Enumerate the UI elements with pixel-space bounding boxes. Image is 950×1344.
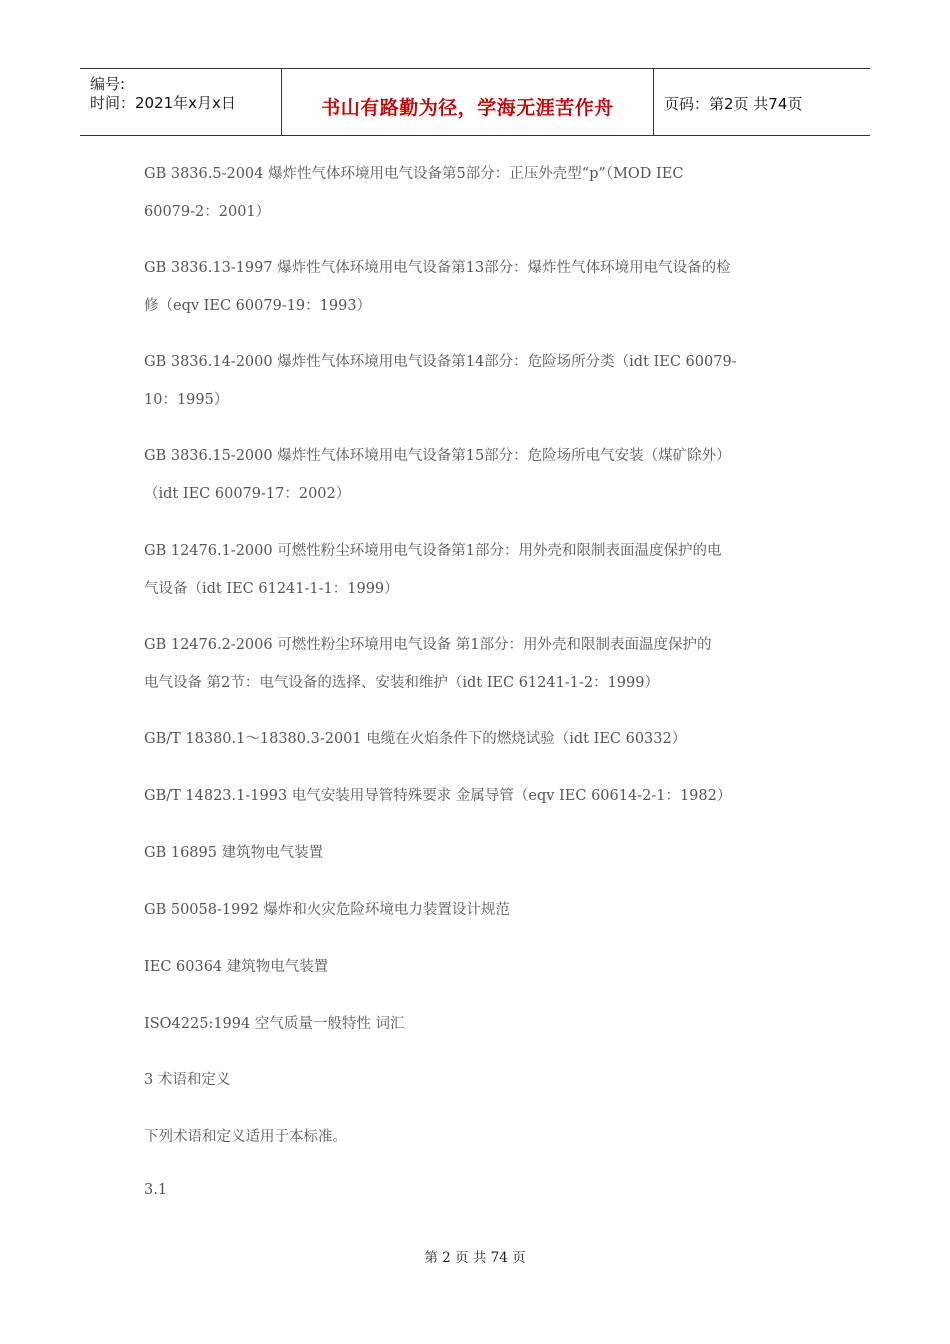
text-line: （idt IEC 60079-17：2002） <box>144 486 351 502</box>
text-line: 气设备（idt IEC 61241-1-1：1999） <box>144 581 399 597</box>
page-header <box>80 68 870 136</box>
section-heading: 3 术语和定义 <box>144 1072 231 1088</box>
text-line: GB/T 14823.1-1993 电气安装用导管特殊要求 金属导管（eqv IEC 60614-2-1：1982） <box>144 788 732 804</box>
text-line: GB 3836.15-2000 爆炸性气体环境用电气设备第15部分：危险场所电气安装（煤矿除外） <box>144 448 731 464</box>
header-motto-cell <box>282 69 654 135</box>
text-line: 10：1995） <box>144 392 229 408</box>
text-line: ISO4225:1994 空气质量一般特性 词汇 <box>144 1016 405 1032</box>
section-number: 3.1 <box>144 1182 168 1198</box>
motto-text: 书山有路勤为径，学海无涯苦作舟 <box>321 97 614 119</box>
header-meta <box>80 69 282 135</box>
page-code: 页码：第2页 共74页 <box>664 95 803 113</box>
text-line: GB 50058-1992 爆炸和火灾危险环境电力装置设计规范 <box>144 902 510 918</box>
text-line: 修（eqv IEC 60079-19：1993） <box>144 298 372 314</box>
text-line: IEC 60364 建筑物电气装置 <box>144 959 329 975</box>
text-line: 下列术语和定义适用于本标准。 <box>144 1129 347 1145</box>
text-line: 60079-2：2001） <box>144 204 271 220</box>
text-line: GB 12476.2-2006 可燃性粉尘环境用电气设备 第1部分：用外壳和限制表面温度保护的 <box>144 637 712 653</box>
text-line: GB 16895 建筑物电气装置 <box>144 845 324 861</box>
page-footer: 第 2 页 共 74 页 <box>424 1250 526 1266</box>
text-line: GB 12476.1-2000 可燃性粉尘环境用电气设备第1部分：用外壳和限制表面温度保护的电 <box>144 543 722 559</box>
time-label: 时间：2021年x月x日 <box>90 94 236 112</box>
header-page-cell <box>654 69 870 135</box>
text-line: 电气设备 第2节：电气设备的选择、安装和维护（idt IEC 61241-1-2：1999） <box>144 675 659 691</box>
text-line: GB 3836.13-1997 爆炸性气体环境用电气设备第13部分：爆炸性气体环境用电气设备的检 <box>144 260 731 276</box>
number-label: 编号: <box>90 75 126 93</box>
text-line: GB 3836.14-2000 爆炸性气体环境用电气设备第14部分：危险场所分类（idt IEC 60079- <box>144 354 737 370</box>
text-line: GB 3836.5-2004 爆炸性气体环境用电气设备第5部分：正压外壳型“p”（MOD IEC <box>144 166 684 182</box>
text-line: GB/T 18380.1～18380.3-2001 电缆在火焰条件下的燃烧试验（idt IEC 60332） <box>144 731 687 747</box>
